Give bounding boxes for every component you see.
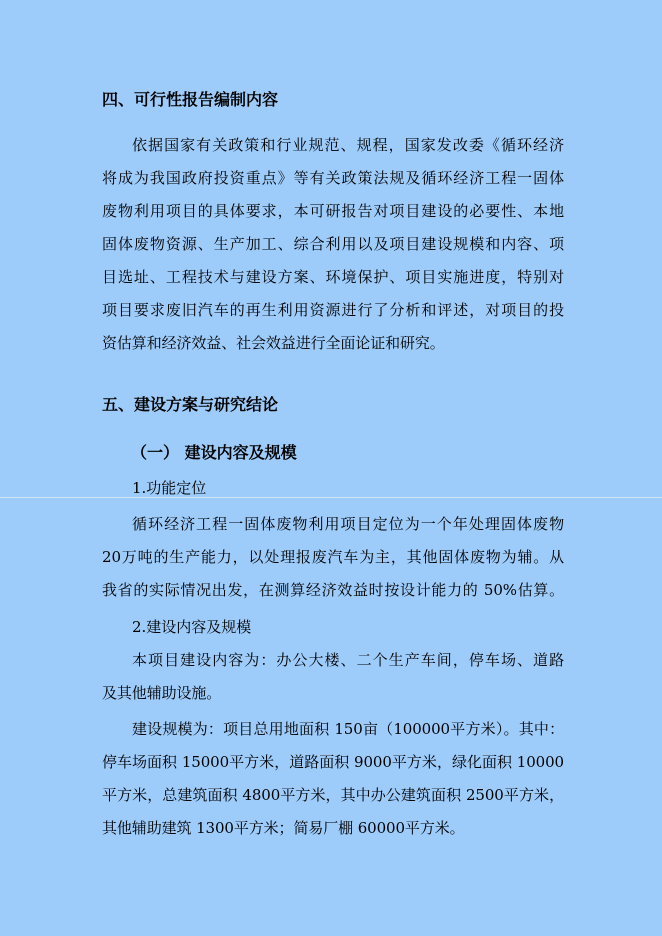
item-2-paragraph-2 xyxy=(102,713,564,845)
item-2-paragraph-1 xyxy=(102,644,564,710)
paragraph-line: 20万吨的生产能力，以处理报废汽车为主，其他固体废物为辅。从 xyxy=(102,548,564,566)
paragraph-line: 本项目建设内容为：办公大楼、二个生产车间，停车场、道路 xyxy=(132,651,564,669)
item-2-title: 2.建设内容及规模 xyxy=(132,618,252,636)
paragraph-line: 循环经济工程一固体废物利用项目定位为一个年处理固体废物 xyxy=(132,515,564,533)
paragraph-line: 将成为我国政府投资重点》等有关政策法规及循环经济工程一固体 xyxy=(102,169,564,187)
section-4-paragraph xyxy=(102,129,564,360)
paragraph-line: 项目要求废旧汽车的再生利用资源进行了分析和评述，对项目的投 xyxy=(102,301,564,319)
section-4-heading: 四、可行性报告编制内容 xyxy=(102,90,279,109)
paragraph-line: 依据国家有关政策和行业规范、规程，国家发改委《循环经济 xyxy=(132,136,564,154)
paragraph-line: 固体废物资源、生产加工、综合利用以及项目建设规模和内容、项 xyxy=(102,235,564,253)
paragraph-line: 及其他辅助设施。 xyxy=(102,684,222,702)
section-5-heading: 五、建设方案与研究结论 xyxy=(102,395,279,414)
paragraph-line: 停车场面积 15000平方米，道路面积 9000平方米，绿化面积 10000 xyxy=(102,753,564,771)
item-1-paragraph xyxy=(102,508,564,607)
paragraph-line: 目选址、工程技术与建设方案、环境保护、项目实施进度，特别对 xyxy=(102,268,564,286)
subsection-1-heading: （一） 建设内容及规模 xyxy=(131,443,297,462)
paragraph-line: 资估算和经济效益、社会效益进行全面论证和研究。 xyxy=(102,334,445,352)
paragraph-line: 平方米，总建筑面积 4800平方米，其中办公建筑面积 2500平方米， xyxy=(102,786,564,804)
paragraph-line: 其他辅助建筑 1300平方米；简易厂棚 60000平方米。 xyxy=(102,819,465,837)
paragraph-line: 我省的实际情况出发，在测算经济效益时按设计能力的 50%估算。 xyxy=(102,581,564,599)
paragraph-line: 建设规模为：项目总用地面积 150亩（100000平方米）。其中： xyxy=(132,720,564,738)
item-1-title: 1.功能定位 xyxy=(132,479,207,497)
paragraph-line: 废物利用项目的具体要求，本可研报告对项目建设的必要性、本地 xyxy=(102,202,564,220)
